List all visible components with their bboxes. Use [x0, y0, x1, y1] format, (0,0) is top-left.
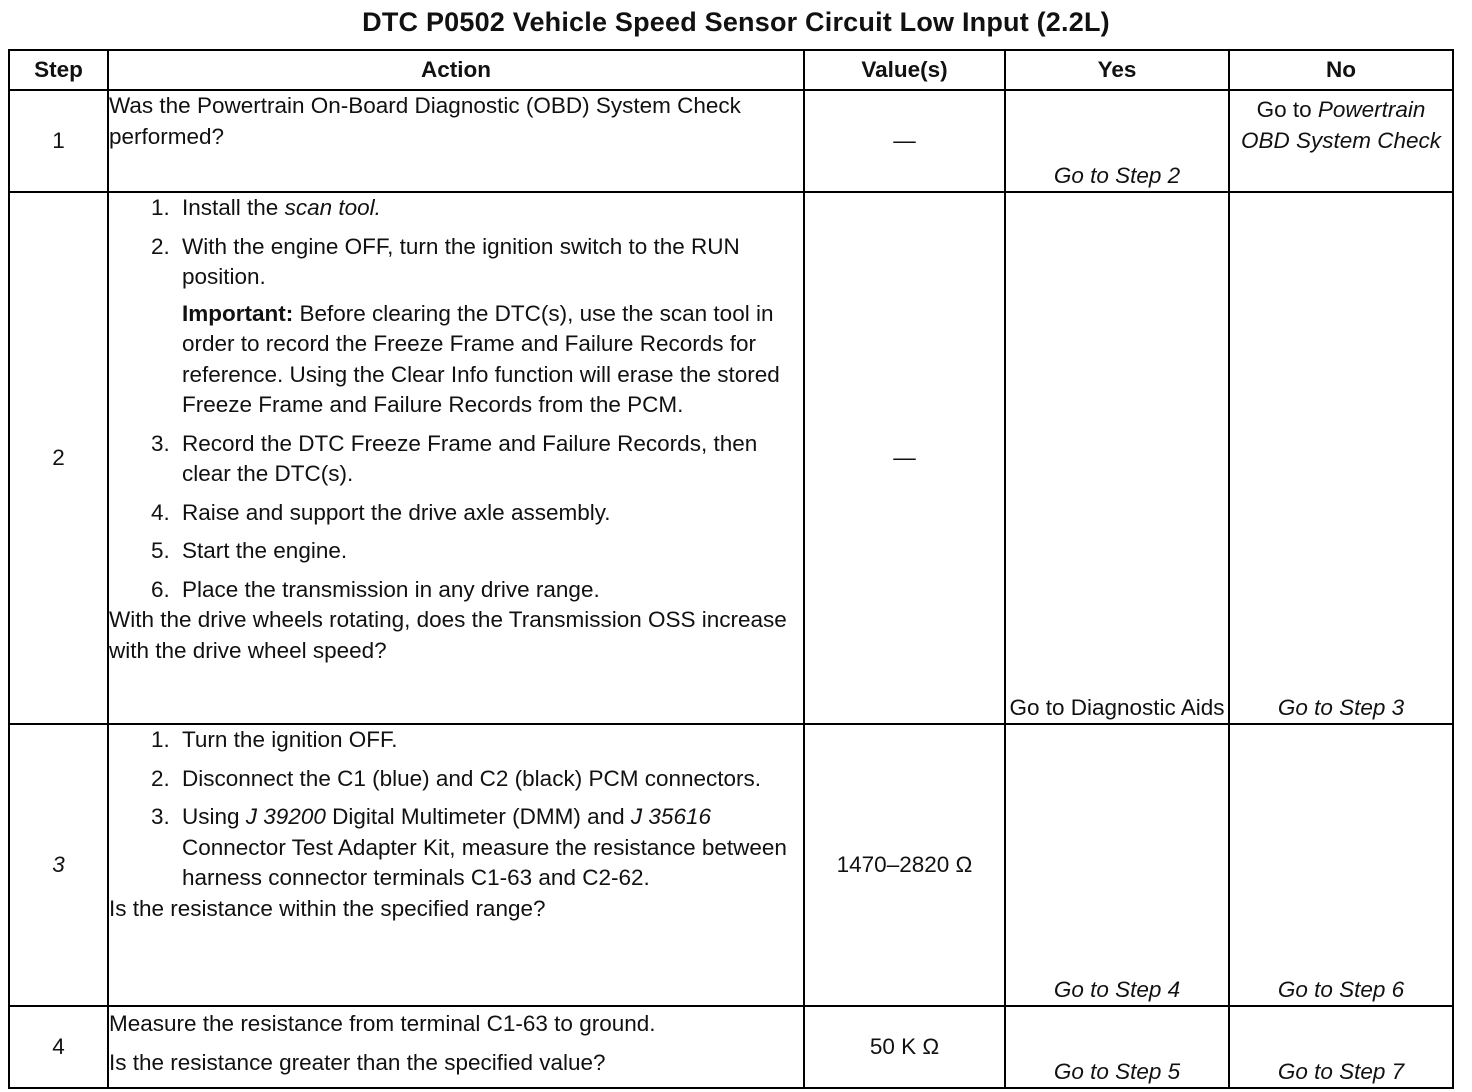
page-title: DTC P0502 Vehicle Speed Sensor Circuit Low Input (2.2L) [362, 7, 1110, 37]
list-item: 1. Turn the ignition OFF. [176, 725, 803, 756]
item-text: With the engine OFF, turn the ignition switch to the RUN position. [182, 233, 740, 289]
yes-cell[interactable] [1005, 90, 1229, 192]
yes-link[interactable]: Go to Step 2 [1053, 162, 1181, 188]
list-item: 2. Disconnect the C1 (blue) and C2 (black) PCM connectors. [176, 764, 803, 795]
yes-link[interactable]: Go to Diagnostic Aids [1009, 694, 1225, 720]
no-link[interactable]: Powertrain OBD System Check [1240, 97, 1442, 153]
list-item: 3. Record the DTC Freeze Frame and Failure Records, then clear the DTC(s). [176, 429, 803, 490]
item-text: Connector Test Adapter Kit, measure the resistance between harness connector terminals C1-63 and C2-62. [182, 834, 787, 890]
header-row [9, 50, 1453, 90]
no-link[interactable]: Go to Step 3 [1277, 694, 1405, 720]
table-row [9, 1006, 1453, 1088]
action-question: Was the Powertrain On-Board Diagnostic (OBD) System Check performed? [109, 93, 741, 149]
important-text: Before clearing the DTC(s), use the scan tool in order to record the Freeze Frame and Failure Records for reference. Using the Clear Info function will erase the stored Freeze Frame and Failure Records from the PCM. [182, 300, 780, 417]
important-note [182, 299, 803, 421]
diagnostic-table [8, 49, 1454, 1089]
header-values: Value(s) [804, 50, 1005, 90]
list-item: 4. Raise and support the drive axle assembly. [176, 498, 803, 529]
list-item: 5. Start the engine. [176, 536, 803, 567]
table-row [9, 192, 1453, 724]
step-number: 3 [9, 724, 108, 1006]
header-action: Action [108, 50, 804, 90]
list-item [176, 802, 803, 894]
no-link[interactable]: Go to Step 7 [1277, 1058, 1405, 1084]
value-cell: — [804, 192, 1005, 724]
no-link[interactable]: Go to Step 6 [1277, 976, 1405, 1002]
action-question: Is the resistance within the specified range? [109, 895, 546, 921]
value-cell: 50 K Ω [804, 1006, 1005, 1088]
value-cell: 1470–2820 Ω [804, 724, 1005, 1006]
step-number: 2 [9, 192, 108, 724]
action-cell [108, 1006, 804, 1088]
step-number: 1 [9, 90, 108, 192]
header-step: Step [9, 50, 108, 90]
list-item [176, 193, 803, 224]
no-prefix: Go to [1256, 97, 1318, 122]
tool-j39200-link[interactable]: J 39200 [245, 804, 326, 829]
tool-j35616-link[interactable]: J 35616 [630, 804, 711, 829]
item-text: Using [182, 804, 246, 829]
item-text: Install the [182, 195, 285, 220]
action-question: Is the resistance greater than the specified value? [109, 1049, 606, 1075]
yes-link[interactable]: Go to Step 4 [1053, 976, 1181, 1002]
item-text: Digital Multimeter (DMM) and [325, 804, 631, 829]
action-list [109, 725, 803, 894]
yes-cell[interactable] [1005, 1006, 1229, 1088]
action-list [109, 193, 803, 605]
no-cell[interactable] [1229, 724, 1453, 1006]
header-no: No [1229, 50, 1453, 90]
action-cell [108, 192, 804, 724]
no-cell[interactable] [1229, 1006, 1453, 1088]
list-item: 6. Place the transmission in any drive range. [176, 575, 803, 606]
scan-tool-link[interactable]: scan tool. [284, 195, 381, 220]
action-question: With the drive wheels rotating, does the Transmission OSS increase with the drive wheel speed? [109, 607, 787, 663]
no-cell[interactable] [1229, 192, 1453, 724]
action-text: Measure the resistance from terminal C1-63 to ground. [109, 1011, 656, 1036]
step-number: 4 [9, 1006, 108, 1088]
yes-cell[interactable] [1005, 724, 1229, 1006]
table-row [9, 90, 1453, 192]
list-item [176, 232, 803, 421]
yes-link[interactable]: Go to Step 5 [1053, 1058, 1181, 1084]
action-cell [108, 724, 804, 1006]
table-row [9, 724, 1453, 1006]
yes-cell[interactable] [1005, 192, 1229, 724]
important-label: Important: [182, 300, 294, 326]
action-cell [108, 90, 804, 192]
header-yes: Yes [1005, 50, 1229, 90]
no-cell[interactable] [1229, 90, 1453, 192]
value-cell: — [804, 90, 1005, 192]
